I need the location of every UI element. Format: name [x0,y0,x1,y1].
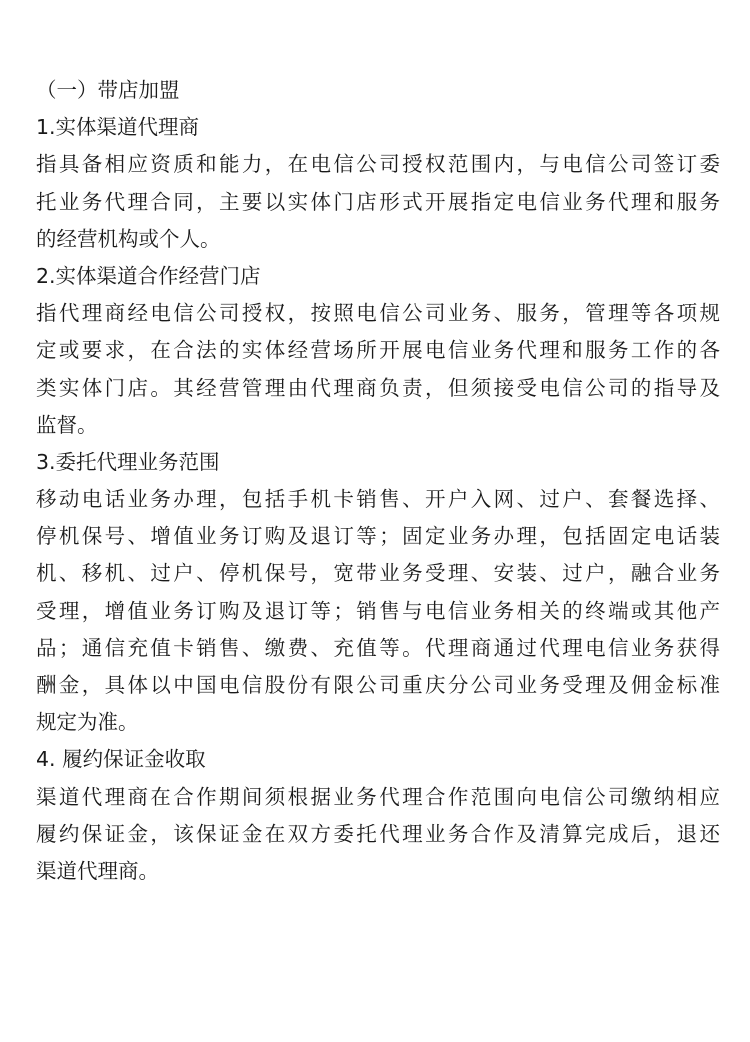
section-3-line: 酬金，具体以中国电信股份有限公司重庆分公司业务受理及佣金标准 [36,673,720,697]
document-body [36,72,720,890]
section-3-line: 停机保号、增值业务订购及退订等；固定业务办理，包括固定电话装 [36,524,720,549]
section-3-line: 品；通信充值卡销售、缴费、充值等。代理商通过代理电信业务获得 [36,635,720,660]
section-1-line: 的经营机构或个人。 [36,226,221,251]
section-2-line: 监督。 [36,412,98,437]
section-3-line: 受理，增值业务订购及退订等；销售与电信业务相关的终端或其他产 [36,598,720,623]
section-2-line: 类实体门店。其经营管理由代理商负责，但须接受电信公司的指导及 [36,375,720,400]
section-2-heading: 2.实体渠道合作经营门店 [36,263,261,288]
section-1-line: 托业务代理合同，主要以实体门店形式开展指定电信业务代理和服务 [36,189,720,214]
section-3-line: 机、移机、过户、停机保号，宽带业务受理、安装、过户，融合业务 [36,561,720,586]
section-2-line: 定或要求，在合法的实体经营场所开展电信业务代理和服务工作的各 [36,338,720,363]
section-3-heading: 3.委托代理业务范围 [36,449,220,474]
section-1-line: 指具备相应资质和能力，在电信公司授权范围内，与电信公司签订委 [36,152,720,177]
section-4-heading: 4. 履约保证金收取 [36,747,206,772]
section-4-line: 渠道代理商在合作期间须根据业务代理合作范围向电信公司缴纳相应 [36,784,720,809]
section-4-line: 履约保证金，该保证金在双方委托代理业务合作及清算完成后，退还 [36,821,720,846]
section-3-line: 移动电话业务办理，包括手机卡销售、开户入网、过户、套餐选择、 [36,487,720,512]
section-3-line: 规定为准。 [36,710,139,735]
section-2-line: 指代理商经电信公司授权，按照电信公司业务、服务，管理等各项规 [36,301,720,326]
section-1-heading: 1.实体渠道代理商 [36,115,200,140]
section-4-line: 渠道代理商。 [36,858,159,883]
document-title: （一）带店加盟 [36,78,180,102]
